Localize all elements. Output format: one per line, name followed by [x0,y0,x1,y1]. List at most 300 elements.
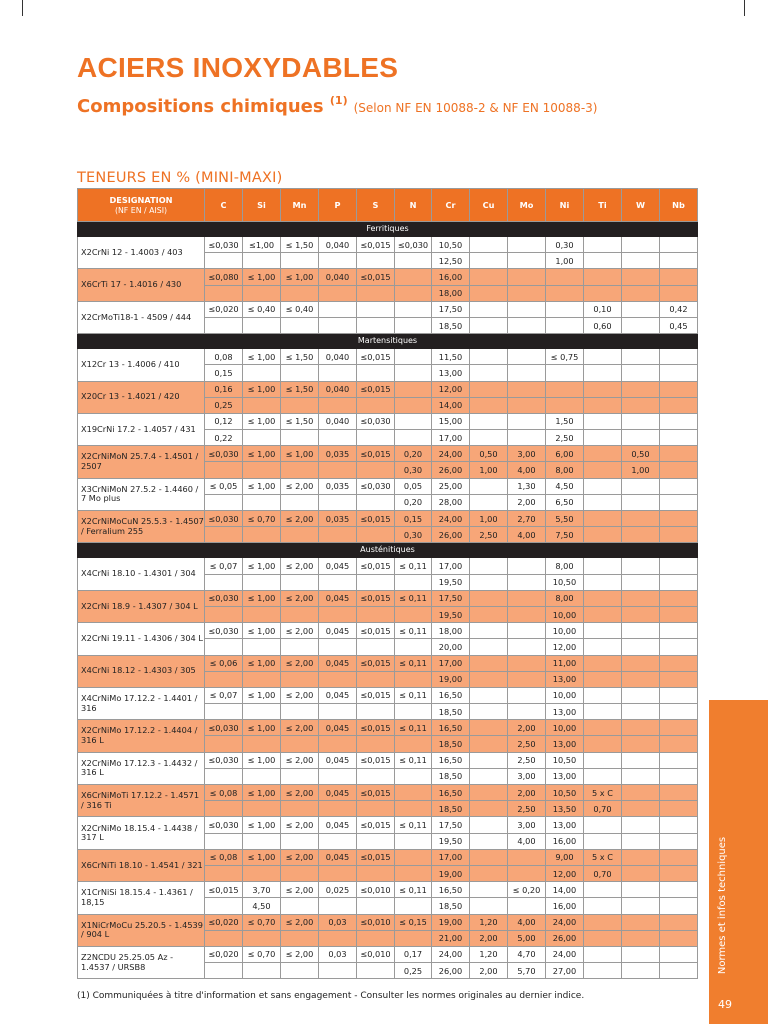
cell-cr: 17,00 [432,849,470,865]
cell-c: ≤0,080 [205,269,243,285]
cell-n: ≤ 0,11 [395,590,432,606]
cell-si: ≤ 1,00 [243,785,281,801]
cell-cu [470,882,508,898]
cell-cr: 11,50 [432,349,470,365]
cell-c: 0,25 [205,397,243,413]
cell-si [243,768,281,784]
cell-ti [584,381,622,397]
cell-n: ≤ 0,11 [395,882,432,898]
group-row [78,222,698,237]
cell-si: ≤ 1,00 [243,623,281,639]
cell-cr: 24,00 [432,511,470,527]
cell-s: ≤0,030 [357,478,395,494]
header-mn: Mn [281,189,319,222]
table-row [78,446,698,462]
cell-n: ≤ 0,11 [395,817,432,833]
cell-s: ≤0,010 [357,882,395,898]
cell-cu [470,301,508,317]
cell-nb [660,768,698,784]
cell-cr: 21,00 [432,930,470,946]
cell-mn: ≤ 2,00 [281,590,319,606]
cell-n [395,801,432,817]
cell-p: 0,03 [319,946,357,962]
cell-p: 0,045 [319,752,357,768]
cell-ni: 8,00 [546,558,584,574]
cell-ni: 24,00 [546,946,584,962]
cell-mn [281,639,319,655]
cell-nb [660,801,698,817]
cell-nb [660,413,698,429]
cell-ti [584,590,622,606]
cell-cr: 18,00 [432,285,470,301]
header-ni: Ni [546,189,584,222]
cell-p: 0,045 [319,785,357,801]
cell-mo [508,253,546,269]
cell-nb [660,237,698,253]
cell-w [622,882,660,898]
cell-cr: 17,50 [432,817,470,833]
cell-mo: 4,70 [508,946,546,962]
cell-p: 0,040 [319,349,357,365]
cell-nb [660,882,698,898]
cell-ni: 11,00 [546,655,584,671]
cell-w [622,494,660,510]
cell-s: ≤0,030 [357,413,395,429]
cell-c [205,930,243,946]
cell-ni: 10,50 [546,752,584,768]
cell-s [357,930,395,946]
cell-c [205,671,243,687]
cell-ti [584,963,622,979]
cell-n [395,671,432,687]
cell-ni: 14,00 [546,882,584,898]
cell-w [622,946,660,962]
cell-si: ≤ 0,70 [243,914,281,930]
cell-mo: 4,00 [508,833,546,849]
table-row [78,590,698,606]
cell-nb [660,736,698,752]
cell-s [357,574,395,590]
cell-cr: 26,00 [432,462,470,478]
cell-si [243,365,281,381]
cell-si: ≤ 1,00 [243,752,281,768]
cell-nb [660,285,698,301]
cell-ni: 7,50 [546,527,584,543]
cell-si [243,494,281,510]
cell-cr: 16,50 [432,720,470,736]
side-label [711,830,735,980]
grade-designation: X20Cr 13 - 1.4021 / 420 [78,381,205,413]
cell-cr: 15,00 [432,413,470,429]
cell-mn [281,801,319,817]
cell-n [395,865,432,881]
cell-nb [660,446,698,462]
cell-ni: 10,00 [546,606,584,622]
cell-si: ≤ 1,00 [243,478,281,494]
cell-nb [660,430,698,446]
cell-mn: ≤ 1,50 [281,237,319,253]
cell-n [395,413,432,429]
cell-c [205,801,243,817]
grade-designation: X12Cr 13 - 1.4006 / 410 [78,349,205,381]
cell-c [205,833,243,849]
cell-s [357,704,395,720]
cell-s [357,736,395,752]
cell-cr: 13,00 [432,365,470,381]
cell-nb [660,462,698,478]
cell-cr: 17,50 [432,590,470,606]
cell-mn: ≤ 1,00 [281,269,319,285]
cell-cr: 16,50 [432,752,470,768]
cell-cr: 12,50 [432,253,470,269]
cell-s [357,606,395,622]
cell-nb [660,527,698,543]
header-mo: Mo [508,189,546,222]
cell-cr: 19,50 [432,833,470,849]
cell-mn: ≤ 1,50 [281,349,319,365]
cell-s [357,397,395,413]
cell-cu [470,494,508,510]
cell-s [357,963,395,979]
cell-n: ≤ 0,11 [395,655,432,671]
cell-cu [470,606,508,622]
cell-cu [470,736,508,752]
cell-w [622,349,660,365]
crop-mark-right [744,0,745,16]
cell-cu: 1,20 [470,946,508,962]
cell-s [357,865,395,881]
cell-cu [470,623,508,639]
cell-n [395,768,432,784]
cell-ni: 13,00 [546,736,584,752]
cell-mn [281,527,319,543]
cell-s: ≤0,015 [357,849,395,865]
cell-w [622,898,660,914]
table-row [78,511,698,527]
cell-cu: 2,00 [470,930,508,946]
cell-c: ≤0,030 [205,590,243,606]
cell-nb [660,494,698,510]
cell-c: ≤0,020 [205,301,243,317]
cell-c: 0,08 [205,349,243,365]
cell-s: ≤0,015 [357,623,395,639]
cell-si: ≤ 1,00 [243,849,281,865]
cell-ni [546,317,584,333]
cell-mo [508,606,546,622]
cell-ti [584,413,622,429]
cell-mn: ≤ 2,00 [281,882,319,898]
cell-c: ≤ 0,07 [205,687,243,703]
cell-ni: 1,00 [546,253,584,269]
cell-mn [281,865,319,881]
cell-cr: 24,00 [432,946,470,962]
cell-p [319,736,357,752]
cell-mo [508,285,546,301]
cell-s: ≤0,015 [357,446,395,462]
cell-w [622,606,660,622]
cell-w [622,720,660,736]
cell-ti [584,285,622,301]
table-row [78,237,698,253]
header-designation [78,189,205,222]
cell-nb [660,478,698,494]
cell-mo [508,655,546,671]
cell-cu [470,639,508,655]
cell-n [395,317,432,333]
grade-designation: X2CrNiMoCuN 25.5.3 - 1.4507 / Ferralium 255 [78,511,205,543]
composition-table [77,188,698,979]
cell-s: ≤0,015 [357,817,395,833]
cell-s: ≤0,015 [357,752,395,768]
cell-w [622,413,660,429]
section-title: TENEURS EN % (MINI-MAXI) [77,170,283,186]
cell-cu [470,817,508,833]
cell-cu [470,671,508,687]
cell-w [622,430,660,446]
cell-c: ≤0,030 [205,752,243,768]
cell-s: ≤0,015 [357,558,395,574]
cell-si: ≤ 1,00 [243,381,281,397]
cell-mn [281,494,319,510]
cell-ni [546,381,584,397]
cell-w [622,301,660,317]
footnote: (1) Communiquées à titre d'information et sans engagement - Consulter les normes originales au dernier indice. [77,991,585,1001]
cell-n [395,349,432,365]
cell-c: ≤0,015 [205,882,243,898]
cell-ni: 12,00 [546,639,584,655]
cell-ni: 16,00 [546,898,584,914]
cell-p: 0,040 [319,413,357,429]
cell-mo [508,237,546,253]
cell-mn: ≤ 2,00 [281,720,319,736]
cell-cr: 17,50 [432,301,470,317]
cell-n [395,736,432,752]
cell-si [243,963,281,979]
cell-cu [470,317,508,333]
cell-cu [470,849,508,865]
table-row [78,655,698,671]
cell-mo: 2,70 [508,511,546,527]
page-subtitle [77,96,597,117]
cell-ti [584,574,622,590]
cell-mo: 3,00 [508,817,546,833]
cell-p: 0,045 [319,590,357,606]
cell-s [357,898,395,914]
cell-c [205,865,243,881]
table-row [78,623,698,639]
cell-mo [508,317,546,333]
cell-nb [660,898,698,914]
header-cu: Cu [470,189,508,222]
table-row [78,946,698,962]
header-p: P [319,189,357,222]
cell-w [622,785,660,801]
cell-n [395,301,432,317]
grade-designation: X4CrNi 18.10 - 1.4301 / 304 [78,558,205,590]
cell-mn [281,606,319,622]
cell-s [357,301,395,317]
cell-mo [508,301,546,317]
cell-si: ≤ 1,00 [243,349,281,365]
cell-p [319,606,357,622]
cell-mo: 2,50 [508,736,546,752]
cell-mo: 2,00 [508,720,546,736]
cell-n [395,898,432,914]
cell-n [395,285,432,301]
cell-ti [584,639,622,655]
group-label: Ferritiques [78,222,698,237]
cell-p [319,494,357,510]
cell-mo [508,671,546,687]
cell-nb [660,833,698,849]
cell-mn: ≤ 2,00 [281,946,319,962]
grade-designation: X2CrNi 18.9 - 1.4307 / 304 L [78,590,205,622]
cell-mo [508,397,546,413]
cell-p [319,704,357,720]
cell-mn [281,317,319,333]
cell-nb [660,817,698,833]
grade-designation: Z2NCDU 25.25.05 Az - 1.4537 / URSB8 [78,946,205,978]
cell-ti [584,768,622,784]
cell-nb [660,558,698,574]
cell-c: ≤ 0,08 [205,785,243,801]
cell-si [243,801,281,817]
header-s: S [357,189,395,222]
cell-w [622,590,660,606]
cell-mn: ≤ 1,00 [281,446,319,462]
cell-ni: 2,50 [546,430,584,446]
cell-n [395,833,432,849]
cell-mn: ≤ 2,00 [281,478,319,494]
cell-ti [584,494,622,510]
cell-cr: 17,00 [432,655,470,671]
cell-si: ≤ 1,00 [243,269,281,285]
cell-p [319,430,357,446]
cell-ni: 16,00 [546,833,584,849]
cell-cu [470,349,508,365]
cell-ti [584,253,622,269]
cell-n: ≤ 0,11 [395,687,432,703]
cell-si: ≤ 0,40 [243,301,281,317]
cell-ni: 6,50 [546,494,584,510]
cell-c [205,736,243,752]
cell-n: 0,30 [395,527,432,543]
cell-si [243,527,281,543]
cell-p [319,397,357,413]
cell-s [357,833,395,849]
cell-s: ≤0,010 [357,914,395,930]
cell-cu [470,752,508,768]
subtitle-note: (1) [329,94,348,107]
cell-ti [584,817,622,833]
cell-ti [584,237,622,253]
cell-cr: 18,50 [432,801,470,817]
cell-mn: ≤ 2,00 [281,623,319,639]
cell-mn [281,898,319,914]
cell-nb [660,963,698,979]
cell-cr: 16,50 [432,785,470,801]
cell-nb [660,865,698,881]
cell-w [622,736,660,752]
cell-cu [470,365,508,381]
cell-si [243,671,281,687]
cell-p: 0,045 [319,817,357,833]
cell-w [622,865,660,881]
cell-cr: 18,50 [432,317,470,333]
table-row [78,301,698,317]
cell-p [319,963,357,979]
cell-mn: ≤ 2,00 [281,817,319,833]
cell-cu [470,898,508,914]
cell-ti [584,946,622,962]
cell-si [243,285,281,301]
cell-nb [660,511,698,527]
cell-n: 0,15 [395,511,432,527]
cell-si: ≤ 1,00 [243,590,281,606]
cell-n [395,849,432,865]
cell-n: 0,17 [395,946,432,962]
cell-w [622,269,660,285]
cell-si: ≤ 1,00 [243,720,281,736]
cell-p: 0,03 [319,914,357,930]
cell-cu [470,801,508,817]
cell-p [319,671,357,687]
cell-ni: 9,00 [546,849,584,865]
cell-c: ≤ 0,08 [205,849,243,865]
cell-cu [470,590,508,606]
cell-si: ≤ 1,00 [243,817,281,833]
grade-designation: X1CrNiSi 18.15.4 - 1.4361 / 18,15 [78,882,205,914]
cell-ti [584,462,622,478]
cell-n: 0,20 [395,446,432,462]
cell-n [395,639,432,655]
cell-c: 0,16 [205,381,243,397]
cell-cu [470,865,508,881]
cell-s [357,527,395,543]
cell-ni: 4,50 [546,478,584,494]
grade-designation: X4CrNiMo 17.12.2 - 1.4401 / 316 [78,687,205,719]
cell-mo: 2,50 [508,752,546,768]
grade-designation: X4CrNi 18.12 - 1.4303 / 305 [78,655,205,687]
cell-cr: 19,00 [432,865,470,881]
cell-p [319,833,357,849]
cell-w [622,574,660,590]
header-si: Si [243,189,281,222]
grade-designation: X2CrNiMo 18.15.4 - 1.4438 / 317 L [78,817,205,849]
cell-mo [508,865,546,881]
cell-ni: 6,00 [546,446,584,462]
cell-si: ≤ 1,00 [243,655,281,671]
cell-mo: 4,00 [508,462,546,478]
cell-s [357,494,395,510]
cell-ti [584,623,622,639]
cell-ti [584,397,622,413]
header-cr: Cr [432,189,470,222]
cell-s [357,639,395,655]
cell-mn: ≤ 2,00 [281,849,319,865]
cell-ti: 5 x C [584,785,622,801]
cell-ti: 0,60 [584,317,622,333]
cell-cu [470,237,508,253]
cell-p [319,639,357,655]
cell-mo: 2,00 [508,494,546,510]
cell-s: ≤0,015 [357,237,395,253]
cell-ni: 8,00 [546,590,584,606]
cell-c: ≤0,030 [205,720,243,736]
cell-si [243,606,281,622]
cell-c [205,704,243,720]
table-row [78,558,698,574]
